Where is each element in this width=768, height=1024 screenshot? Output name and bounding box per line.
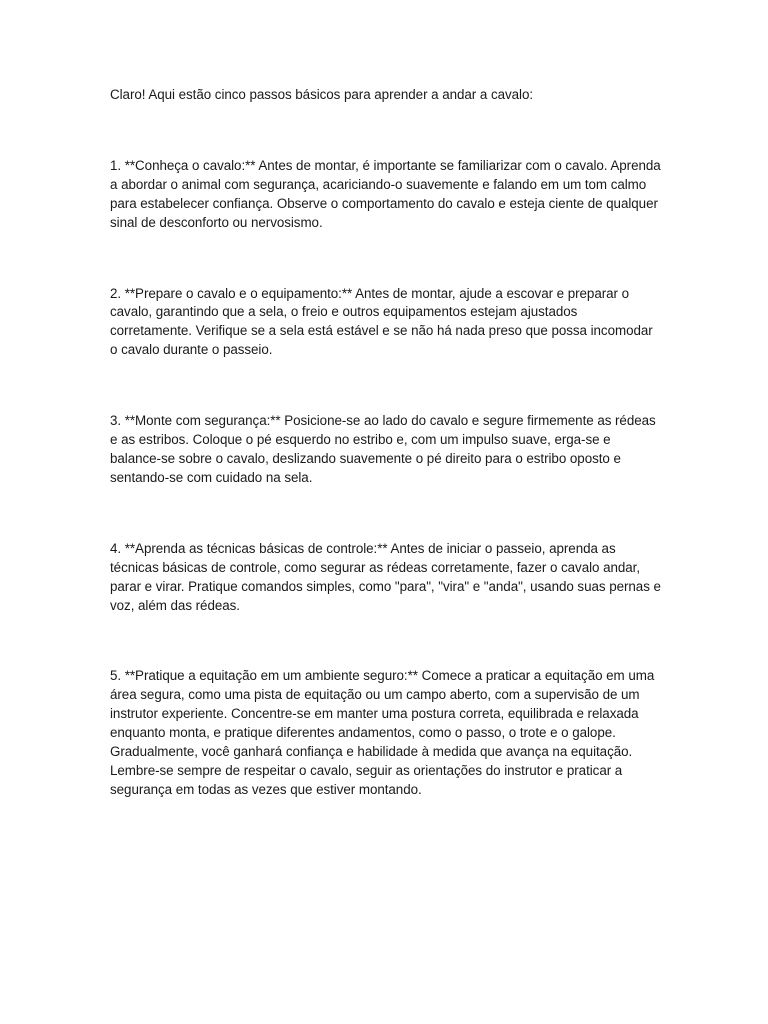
intro-paragraph: Claro! Aqui estão cinco passos básicos para aprender a andar a cavalo: <box>110 87 534 102</box>
step-1-paragraph: 1. **Conheça o cavalo:** Antes de montar, é importante se familiarizar com o cavalo. Aprenda a abordar o animal com segurança, acariciando-o suavemente e falando em um tom calmo para estabelecer confiança. Observe o comportamento do cavalo e esteja ciente de qualquer sinal de desconforto ou nervosismo. <box>110 157 661 230</box>
step-2-paragraph: 2. **Prepare o cavalo e o equipamento:** Antes de montar, ajude a escovar e preparar o cavalo, garantindo que a sela, o freio e outros equipamentos estejam ajustados corretamente. Verifique se a sela está estável e se não há nada preso que possa incomodar o cavalo durante o passeio. <box>110 285 653 358</box>
step-4-paragraph: 4. **Aprenda as técnicas básicas de controle:** Antes de iniciar o passeio, aprenda as técnicas básicas de controle, como segurar as rédeas corretamente, fazer o cavalo andar, parar e virar. Pratique comandos simples, como "para", "vira" e "anda", usando suas pernas e voz, além das rédeas. <box>110 540 661 613</box>
document-body <box>110 86 662 800</box>
step-5-paragraph: 5. **Pratique a equitação em um ambiente seguro:** Comece a praticar a equitação em uma área segura, como uma pista de equitação ou um campo aberto, com a supervisão de um instrutor experiente. Concentre-se em manter uma postura correta, equilibrada e relaxada enquanto monta, e pratique diferentes andamentos, como o passo, o trote e o galope. Gradualmente, você ganhará confiança e habilidade à medida que avança na equitação. Lembre-se sempre de respeitar o cavalo, seguir as orientações do instrutor e praticar a segurança em todas as vezes que estiver montando. <box>110 668 655 797</box>
step-3-paragraph: 3. **Monte com segurança:** Posicione-se ao lado do cavalo e segure firmemente as rédeas e as estribos. Coloque o pé esquerdo no estribo e, com um impulso suave, erga-se e balance-se sobre o cavalo, deslizando suavemente o pé direito para o estribo oposto e sentando-se com cuidado na sela. <box>110 413 656 485</box>
